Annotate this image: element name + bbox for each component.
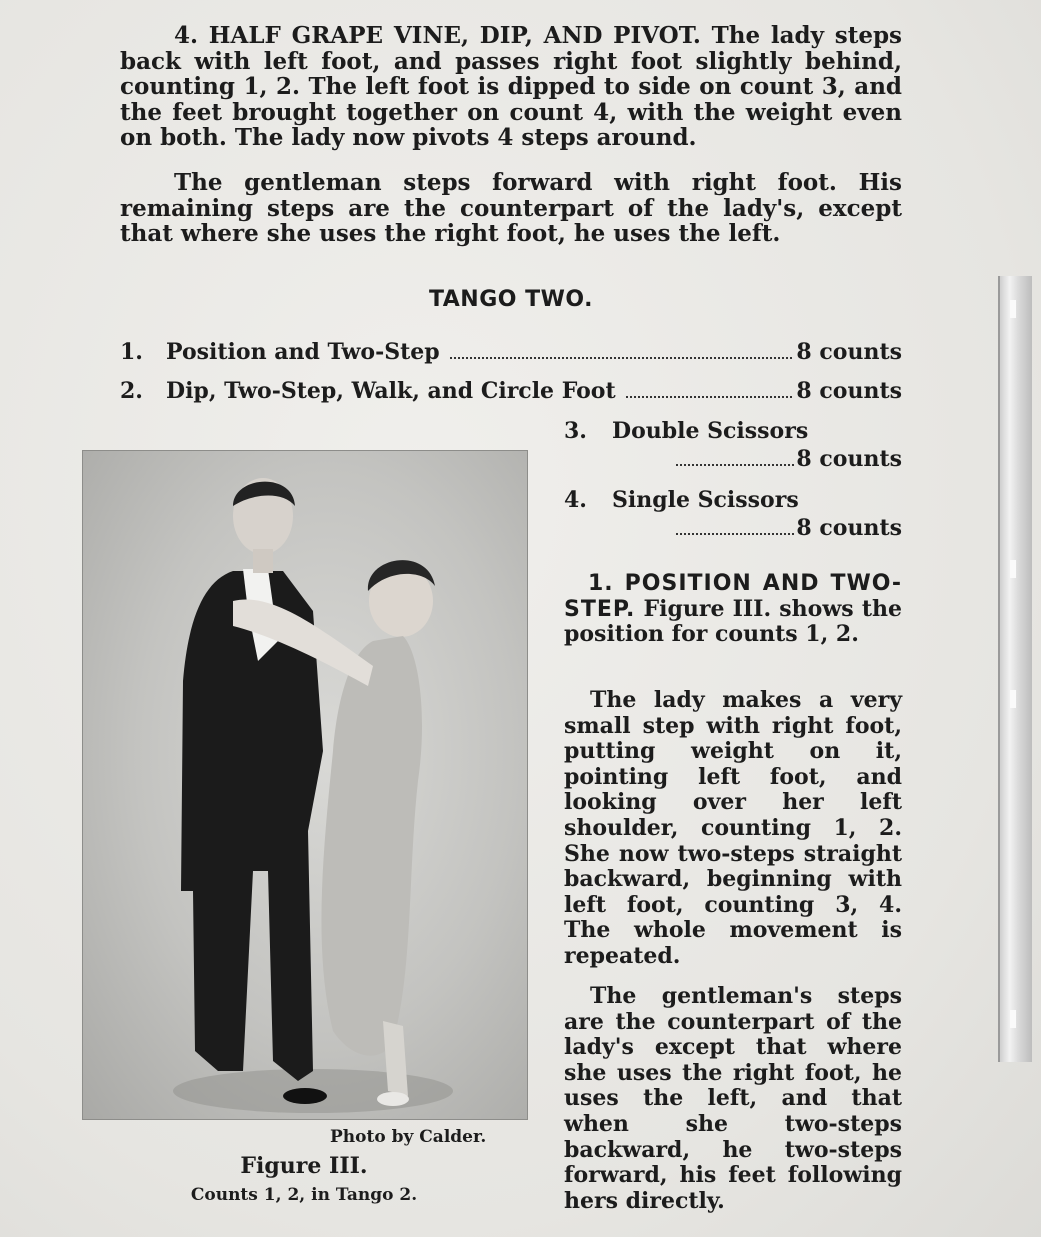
- step1-intro-paragraph: [564, 571, 902, 648]
- step1-lady-paragraph: The lady makes a very small step with right foot, putting weight on it, pointing left foot, and looking over her left shoulder, counting 1, 2. She now two-steps straight backward, beginning with left foot, counting 3, 4. The whole movement is repeated.: [564, 687, 902, 969]
- edge-mark: [1010, 1010, 1016, 1028]
- step1-gentleman-paragraph: The gentleman's steps are the counterpart of the lady's except that where she uses the right foot, he uses the left, and that when she two-steps backward, he two-steps forward, his feet following hers directly.: [564, 983, 902, 1214]
- toc-label: Dip, Two-Step, Walk, and Circle Foot: [166, 378, 616, 404]
- figure-title: Figure III.: [240, 1153, 368, 1179]
- toc-number: 3.: [564, 418, 587, 444]
- section4-paragraph: 4. HALF GRAPE VINE, DIP, AND PIVOT. The lady steps back with left foot, and passes right foot slightly behind, counting 1, 2. The left foot is dipped to side on count 3, and the feet brought together on count 4, with the weight even on both. The lady now pivots 4 steps around.: [120, 22, 902, 151]
- toc-number: 2.: [120, 378, 143, 404]
- edge-mark: [1010, 300, 1016, 318]
- dancers-illustration: [83, 451, 527, 1119]
- toc-leader: [626, 396, 793, 398]
- toc-leader: [450, 357, 793, 359]
- toc-row: [120, 339, 902, 365]
- dance-photo: [82, 450, 528, 1120]
- page-edge: [998, 276, 1032, 1062]
- toc-row: [564, 418, 902, 472]
- edge-mark: [1010, 560, 1016, 578]
- toc-leader: [676, 533, 794, 535]
- toc-number: 1.: [120, 339, 143, 365]
- photo-credit: Photo by Calder.: [330, 1127, 487, 1147]
- section-heading: TANGO TWO.: [428, 287, 593, 312]
- step1-title: 1. POSITION AND TWO-STEP.: [564, 571, 902, 622]
- toc-label: Position and Two-Step: [166, 339, 440, 365]
- toc-count: 8 counts: [796, 446, 902, 472]
- toc-leader: [676, 464, 794, 466]
- toc-count: 8 counts: [796, 339, 902, 365]
- toc-count: 8 counts: [796, 378, 902, 404]
- toc-count: 8 counts: [796, 515, 902, 541]
- section4-gentleman-paragraph: The gentleman steps forward with right foot. His remaining steps are the counterpart of the lady's, except that where she uses the right foot, he uses the left.: [120, 169, 902, 247]
- figure-caption: Counts 1, 2, in Tango 2.: [190, 1185, 418, 1205]
- toc-row: [564, 487, 902, 541]
- step1-intro: Figure III. shows the position for counts 1, 2.: [564, 595, 902, 648]
- toc-label: Double Scissors: [612, 418, 809, 444]
- toc-row: [120, 378, 902, 404]
- toc-label: Single Scissors: [612, 487, 799, 513]
- edge-mark: [1010, 690, 1016, 708]
- toc-number: 4.: [564, 487, 587, 513]
